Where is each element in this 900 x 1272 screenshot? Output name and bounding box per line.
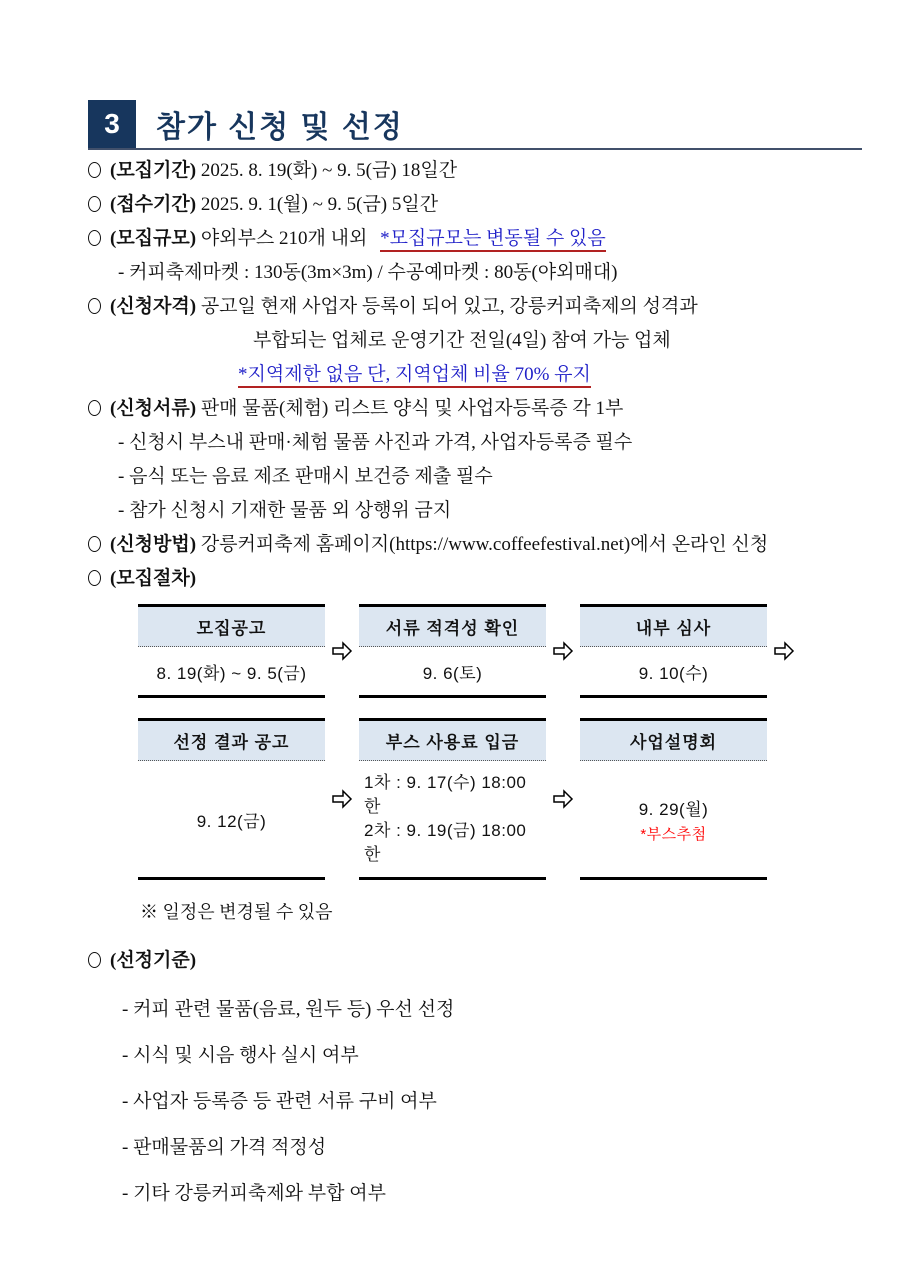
list-subitem-documents-3: - 참가 신청시 기재한 물품 외 상행위 금지 bbox=[118, 500, 452, 521]
circle-bullet-icon bbox=[88, 298, 101, 314]
item-label: (모집기간) bbox=[110, 160, 197, 181]
scale-change-note: *모집규모는 변동될 수 있음 bbox=[380, 228, 606, 252]
item-text: 야외부스 210개 내외 bbox=[200, 228, 368, 249]
flow-step-title: 서류 적격성 확인 bbox=[359, 607, 546, 647]
item-label: (신청방법) bbox=[110, 534, 197, 555]
page-title: 참가 신청 및 선정 bbox=[156, 111, 404, 144]
criteria-item: - 사업자 등록증 등 관련 서류 구비 여부 bbox=[122, 1091, 437, 1112]
list-item-eligibility bbox=[88, 296, 870, 318]
flow-step-date bbox=[580, 761, 767, 877]
item-label: (신청자격) bbox=[110, 296, 197, 317]
right-arrow-icon bbox=[767, 604, 801, 698]
flow-step-title: 내부 심사 bbox=[580, 607, 767, 647]
schedule-change-footnote: ※ 일정은 변경될 수 있음 bbox=[140, 902, 333, 922]
item-label: (모집규모) bbox=[110, 228, 197, 249]
item-text: 공고일 현재 사업자 등록이 되어 있고, 강릉커피축제의 성격과 bbox=[200, 296, 698, 317]
circle-bullet-icon bbox=[88, 570, 101, 586]
circle-bullet-icon bbox=[88, 196, 101, 212]
criteria-list bbox=[88, 994, 870, 1205]
document-content bbox=[88, 160, 870, 1224]
flow-step-date: 8. 19(화) ~ 9. 5(금) bbox=[156, 663, 307, 683]
flow-step-title: 선정 결과 공고 bbox=[138, 721, 325, 761]
list-item-criteria bbox=[88, 950, 870, 972]
criteria-item: - 시식 및 시음 행사 실시 여부 bbox=[122, 1045, 359, 1066]
fee-payment-round2: 2차 : 9. 19(금) 18:00 한 bbox=[364, 821, 527, 864]
circle-bullet-icon bbox=[88, 952, 101, 968]
flow-step-title: 사업설명회 bbox=[580, 721, 767, 761]
item-text: 판매 물품(체험) 리스트 양식 및 사업자등록증 각 1부 bbox=[200, 398, 624, 419]
list-item-receipt-period bbox=[88, 194, 870, 216]
item-text: 2025. 8. 19(화) ~ 9. 5(금) 18일간 bbox=[200, 160, 458, 181]
flow-step-fee-payment bbox=[359, 718, 546, 880]
flow-step-date: 9. 6(토) bbox=[422, 663, 483, 683]
item-text: 2025. 9. 1(월) ~ 9. 5(금) 5일간 bbox=[200, 194, 439, 215]
flow-step-dates bbox=[359, 761, 546, 877]
eligibility-continued: 부합되는 업체로 운영기간 전일(4일) 참여 가능 업체 bbox=[253, 330, 671, 351]
item-label: (접수기간) bbox=[110, 194, 197, 215]
item-label: (모집절차) bbox=[110, 568, 197, 589]
flow-step-result-announcement bbox=[138, 718, 325, 880]
list-item-recruit-period bbox=[88, 160, 870, 182]
circle-bullet-icon bbox=[88, 536, 101, 552]
criteria-item: - 커피 관련 물품(음료, 원두 등) 우선 선정 bbox=[122, 999, 455, 1020]
flow-step-internal-review bbox=[580, 604, 767, 698]
circle-bullet-icon bbox=[88, 162, 101, 178]
right-arrow-icon bbox=[546, 604, 580, 698]
procedure-flow-table bbox=[138, 604, 870, 880]
section-header bbox=[88, 100, 862, 148]
fee-payment-round1: 1차 : 9. 17(수) 18:00 한 bbox=[364, 773, 527, 816]
flow-step-document-check bbox=[359, 604, 546, 698]
flow-step-title: 부스 사용료 입금 bbox=[359, 721, 546, 761]
list-item-documents bbox=[88, 398, 870, 420]
right-arrow-icon bbox=[325, 604, 359, 698]
circle-bullet-icon bbox=[88, 400, 101, 416]
flow-empty-cell bbox=[767, 718, 801, 880]
region-limit-note: *지역제한 없음 단, 지역업체 비율 70% 유지 bbox=[238, 364, 591, 388]
eligibility-note-line bbox=[88, 364, 870, 386]
list-subitem-documents-1: - 신청시 부스내 판매·체험 물품 사진과 가격, 사업자등록증 필수 bbox=[118, 432, 633, 453]
right-arrow-icon bbox=[325, 718, 359, 880]
circle-bullet-icon bbox=[88, 230, 101, 246]
flow-step-date: 9. 10(수) bbox=[638, 663, 709, 683]
list-item-method bbox=[88, 534, 870, 556]
criteria-item: - 판매물품의 가격 적정성 bbox=[122, 1137, 327, 1158]
list-subitem-documents-2: - 음식 또는 음료 제조 판매시 보건증 제출 필수 bbox=[118, 466, 493, 487]
list-item-procedure bbox=[88, 568, 870, 590]
right-arrow-icon bbox=[546, 718, 580, 880]
flow-step-announcement bbox=[138, 604, 325, 698]
item-label: (신청서류) bbox=[110, 398, 197, 419]
header-divider bbox=[88, 148, 862, 150]
criteria-item: - 기타 강릉커피축제와 부합 여부 bbox=[122, 1183, 386, 1204]
booth-lottery-note: *부스추첨 bbox=[640, 825, 707, 843]
list-subitem-scale-detail: - 커피축제마켓 : 130동(3m×3m) / 수공예마켓 : 80동(야외매대) bbox=[118, 262, 618, 283]
item-text: 강릉커피축제 홈페이지(https://www.coffeefestival.net)에서 온라인 신청 bbox=[200, 534, 769, 555]
section-number-badge bbox=[88, 100, 136, 148]
flow-step-title: 모집공고 bbox=[138, 607, 325, 647]
list-item-recruit-scale bbox=[88, 228, 870, 250]
section-number: 3 bbox=[104, 108, 120, 139]
flow-step-date: 9. 12(금) bbox=[196, 811, 267, 831]
flow-step-briefing bbox=[580, 718, 767, 880]
item-label: (선정기준) bbox=[110, 950, 197, 971]
briefing-date: 9. 29(월) bbox=[638, 799, 709, 819]
